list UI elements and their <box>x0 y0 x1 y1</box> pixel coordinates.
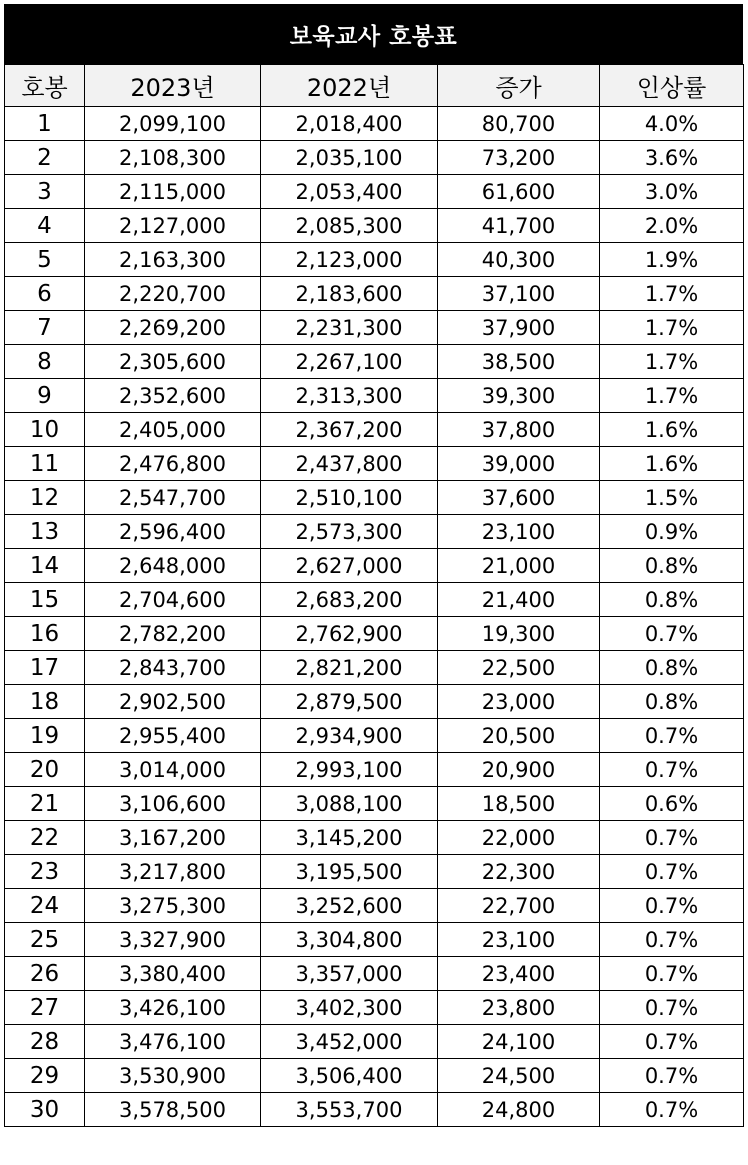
salary-2022-cell: 3,088,100 <box>261 787 438 821</box>
step-cell: 13 <box>5 515 85 549</box>
salary-2022-cell: 2,993,100 <box>261 753 438 787</box>
table-row <box>5 583 744 617</box>
increase-cell: 40,300 <box>438 243 600 277</box>
step-cell: 25 <box>5 923 85 957</box>
increase-cell: 24,800 <box>438 1093 600 1127</box>
increase-cell: 23,400 <box>438 957 600 991</box>
increase-cell: 41,700 <box>438 209 600 243</box>
raise-rate-cell: 0.7% <box>600 753 744 787</box>
salary-2022-cell: 3,402,300 <box>261 991 438 1025</box>
table-row <box>5 1093 744 1127</box>
table-row <box>5 923 744 957</box>
step-cell: 28 <box>5 1025 85 1059</box>
table-row <box>5 753 744 787</box>
step-cell: 11 <box>5 447 85 481</box>
table-row <box>5 481 744 515</box>
raise-rate-cell: 0.7% <box>600 1093 744 1127</box>
step-cell: 27 <box>5 991 85 1025</box>
salary-2022-cell: 2,437,800 <box>261 447 438 481</box>
raise-rate-cell: 2.0% <box>600 209 744 243</box>
salary-2022-cell: 3,195,500 <box>261 855 438 889</box>
salary-2022-cell: 2,367,200 <box>261 413 438 447</box>
salary-2022-cell: 3,357,000 <box>261 957 438 991</box>
raise-rate-cell: 0.9% <box>600 515 744 549</box>
salary-2022-cell: 2,934,900 <box>261 719 438 753</box>
salary-2023-cell: 3,014,000 <box>85 753 261 787</box>
raise-rate-cell: 0.7% <box>600 1059 744 1093</box>
salary-2023-cell: 2,352,600 <box>85 379 261 413</box>
salary-scale-sheet <box>4 4 743 1159</box>
salary-2022-cell: 2,267,100 <box>261 345 438 379</box>
raise-rate-cell: 0.7% <box>600 991 744 1025</box>
step-cell: 4 <box>5 209 85 243</box>
table-row <box>5 209 744 243</box>
table-row <box>5 379 744 413</box>
salary-2023-cell: 3,380,400 <box>85 957 261 991</box>
table-row <box>5 855 744 889</box>
step-cell: 22 <box>5 821 85 855</box>
increase-cell: 80,700 <box>438 107 600 141</box>
table-row <box>5 1025 744 1059</box>
raise-rate-cell: 0.7% <box>600 821 744 855</box>
table-body <box>5 107 744 1127</box>
salary-2022-cell: 3,553,700 <box>261 1093 438 1127</box>
salary-2023-cell: 3,578,500 <box>85 1093 261 1127</box>
page-title: 보육교사 호봉표 <box>289 23 458 50</box>
step-cell: 10 <box>5 413 85 447</box>
table-row <box>5 651 744 685</box>
raise-rate-cell: 0.6% <box>600 787 744 821</box>
salary-2023-cell: 2,305,600 <box>85 345 261 379</box>
salary-2023-cell: 2,220,700 <box>85 277 261 311</box>
raise-rate-cell: 0.8% <box>600 549 744 583</box>
table-row <box>5 889 744 923</box>
salary-2023-cell: 3,167,200 <box>85 821 261 855</box>
step-cell: 1 <box>5 107 85 141</box>
increase-cell: 61,600 <box>438 175 600 209</box>
table-row <box>5 447 744 481</box>
increase-cell: 37,600 <box>438 481 600 515</box>
table-row <box>5 1059 744 1093</box>
salary-2022-cell: 2,018,400 <box>261 107 438 141</box>
salary-2022-cell: 2,627,000 <box>261 549 438 583</box>
step-cell: 17 <box>5 651 85 685</box>
increase-cell: 23,800 <box>438 991 600 1025</box>
salary-2023-cell: 2,115,000 <box>85 175 261 209</box>
header-increase: 증가 <box>438 65 600 107</box>
salary-2022-cell: 2,510,100 <box>261 481 438 515</box>
increase-cell: 20,500 <box>438 719 600 753</box>
table-row <box>5 515 744 549</box>
step-cell: 3 <box>5 175 85 209</box>
table-row <box>5 141 744 175</box>
salary-2023-cell: 3,275,300 <box>85 889 261 923</box>
step-cell: 6 <box>5 277 85 311</box>
table-row <box>5 549 744 583</box>
salary-2022-cell: 2,123,000 <box>261 243 438 277</box>
salary-2023-cell: 3,476,100 <box>85 1025 261 1059</box>
salary-2023-cell: 2,596,400 <box>85 515 261 549</box>
raise-rate-cell: 3.6% <box>600 141 744 175</box>
increase-cell: 22,000 <box>438 821 600 855</box>
table-header <box>5 65 744 107</box>
raise-rate-cell: 0.7% <box>600 923 744 957</box>
table-row <box>5 311 744 345</box>
increase-cell: 37,100 <box>438 277 600 311</box>
salary-2022-cell: 2,313,300 <box>261 379 438 413</box>
step-cell: 24 <box>5 889 85 923</box>
increase-cell: 23,100 <box>438 515 600 549</box>
table-row <box>5 617 744 651</box>
raise-rate-cell: 1.7% <box>600 379 744 413</box>
table-row <box>5 277 744 311</box>
step-cell: 15 <box>5 583 85 617</box>
salary-2023-cell: 2,127,000 <box>85 209 261 243</box>
table-row <box>5 719 744 753</box>
salary-2023-cell: 2,704,600 <box>85 583 261 617</box>
increase-cell: 73,200 <box>438 141 600 175</box>
salary-2023-cell: 2,782,200 <box>85 617 261 651</box>
increase-cell: 37,900 <box>438 311 600 345</box>
raise-rate-cell: 1.7% <box>600 311 744 345</box>
step-cell: 26 <box>5 957 85 991</box>
table-row <box>5 175 744 209</box>
step-cell: 9 <box>5 379 85 413</box>
increase-cell: 19,300 <box>438 617 600 651</box>
header-step: 호봉 <box>5 65 85 107</box>
header-row <box>5 65 744 107</box>
step-cell: 7 <box>5 311 85 345</box>
increase-cell: 18,500 <box>438 787 600 821</box>
salary-2023-cell: 2,648,000 <box>85 549 261 583</box>
salary-2022-cell: 3,304,800 <box>261 923 438 957</box>
salary-2023-cell: 3,327,900 <box>85 923 261 957</box>
salary-2022-cell: 2,879,500 <box>261 685 438 719</box>
raise-rate-cell: 0.7% <box>600 719 744 753</box>
salary-2022-cell: 2,573,300 <box>261 515 438 549</box>
increase-cell: 23,000 <box>438 685 600 719</box>
salary-2023-cell: 2,163,300 <box>85 243 261 277</box>
increase-cell: 22,300 <box>438 855 600 889</box>
raise-rate-cell: 1.7% <box>600 345 744 379</box>
salary-2022-cell: 2,053,400 <box>261 175 438 209</box>
raise-rate-cell: 1.5% <box>600 481 744 515</box>
increase-cell: 22,700 <box>438 889 600 923</box>
increase-cell: 37,800 <box>438 413 600 447</box>
salary-2023-cell: 2,476,800 <box>85 447 261 481</box>
raise-rate-cell: 0.7% <box>600 889 744 923</box>
increase-cell: 21,000 <box>438 549 600 583</box>
increase-cell: 22,500 <box>438 651 600 685</box>
step-cell: 18 <box>5 685 85 719</box>
increase-cell: 20,900 <box>438 753 600 787</box>
raise-rate-cell: 0.7% <box>600 855 744 889</box>
salary-2022-cell: 3,145,200 <box>261 821 438 855</box>
increase-cell: 39,300 <box>438 379 600 413</box>
raise-rate-cell: 1.9% <box>600 243 744 277</box>
salary-2022-cell: 2,183,600 <box>261 277 438 311</box>
salary-2022-cell: 2,085,300 <box>261 209 438 243</box>
salary-2023-cell: 2,405,000 <box>85 413 261 447</box>
step-cell: 19 <box>5 719 85 753</box>
table-row <box>5 107 744 141</box>
raise-rate-cell: 0.7% <box>600 957 744 991</box>
salary-2023-cell: 2,099,100 <box>85 107 261 141</box>
increase-cell: 24,100 <box>438 1025 600 1059</box>
salary-2023-cell: 2,269,200 <box>85 311 261 345</box>
table-row <box>5 685 744 719</box>
raise-rate-cell: 4.0% <box>600 107 744 141</box>
salary-2023-cell: 3,530,900 <box>85 1059 261 1093</box>
step-cell: 16 <box>5 617 85 651</box>
raise-rate-cell: 3.0% <box>600 175 744 209</box>
increase-cell: 24,500 <box>438 1059 600 1093</box>
salary-2022-cell: 2,683,200 <box>261 583 438 617</box>
salary-2023-cell: 2,843,700 <box>85 651 261 685</box>
raise-rate-cell: 0.7% <box>600 617 744 651</box>
step-cell: 12 <box>5 481 85 515</box>
header-2022: 2022년 <box>261 65 438 107</box>
salary-2022-cell: 2,231,300 <box>261 311 438 345</box>
salary-2023-cell: 3,426,100 <box>85 991 261 1025</box>
salary-2022-cell: 2,821,200 <box>261 651 438 685</box>
salary-2023-cell: 2,547,700 <box>85 481 261 515</box>
raise-rate-cell: 1.6% <box>600 413 744 447</box>
step-cell: 14 <box>5 549 85 583</box>
salary-2022-cell: 3,506,400 <box>261 1059 438 1093</box>
table-row <box>5 345 744 379</box>
step-cell: 2 <box>5 141 85 175</box>
increase-cell: 39,000 <box>438 447 600 481</box>
salary-2023-cell: 2,902,500 <box>85 685 261 719</box>
salary-2022-cell: 3,252,600 <box>261 889 438 923</box>
raise-rate-cell: 0.8% <box>600 583 744 617</box>
step-cell: 8 <box>5 345 85 379</box>
table-row <box>5 991 744 1025</box>
header-2023: 2023년 <box>85 65 261 107</box>
raise-rate-cell: 0.7% <box>600 1025 744 1059</box>
table-row <box>5 243 744 277</box>
step-cell: 21 <box>5 787 85 821</box>
salary-2022-cell: 3,452,000 <box>261 1025 438 1059</box>
increase-cell: 38,500 <box>438 345 600 379</box>
table-row <box>5 413 744 447</box>
header-raise-rate: 인상률 <box>600 65 744 107</box>
increase-cell: 23,100 <box>438 923 600 957</box>
step-cell: 30 <box>5 1093 85 1127</box>
salary-table <box>4 64 744 1127</box>
raise-rate-cell: 1.6% <box>600 447 744 481</box>
salary-2022-cell: 2,762,900 <box>261 617 438 651</box>
raise-rate-cell: 0.8% <box>600 651 744 685</box>
salary-2023-cell: 2,955,400 <box>85 719 261 753</box>
raise-rate-cell: 1.7% <box>600 277 744 311</box>
salary-2023-cell: 3,217,800 <box>85 855 261 889</box>
table-row <box>5 957 744 991</box>
increase-cell: 21,400 <box>438 583 600 617</box>
step-cell: 29 <box>5 1059 85 1093</box>
table-row <box>5 821 744 855</box>
salary-2023-cell: 3,106,600 <box>85 787 261 821</box>
raise-rate-cell: 0.8% <box>600 685 744 719</box>
step-cell: 20 <box>5 753 85 787</box>
step-cell: 23 <box>5 855 85 889</box>
table-row <box>5 787 744 821</box>
step-cell: 5 <box>5 243 85 277</box>
salary-2022-cell: 2,035,100 <box>261 141 438 175</box>
title-bar <box>4 4 743 64</box>
salary-2023-cell: 2,108,300 <box>85 141 261 175</box>
